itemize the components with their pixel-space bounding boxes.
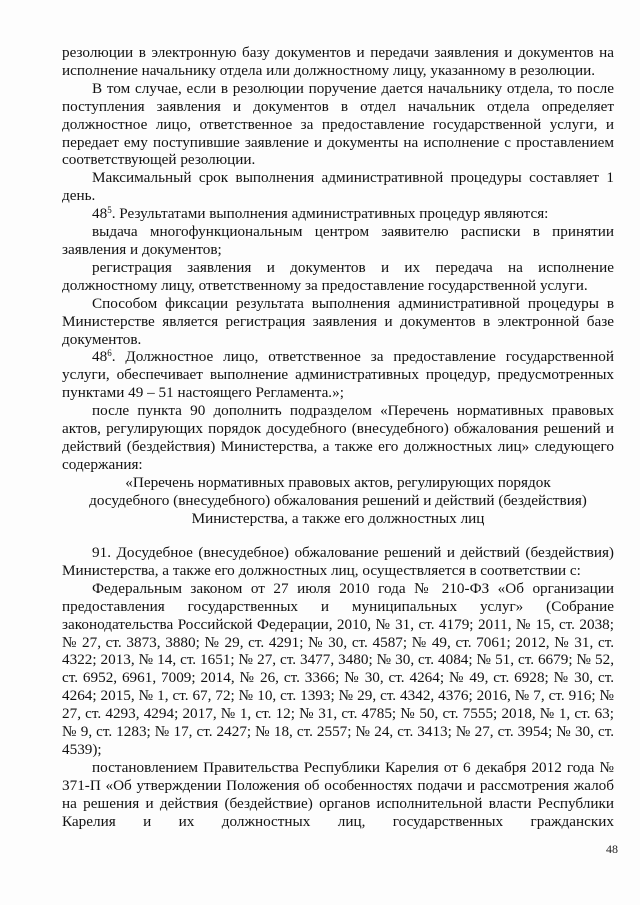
paragraph-resolution: резолюции в электронную базу документов и передачи заявления и документов на исполнение начальнику отдела или должностному лицу, указанному в резолюции. [62, 44, 614, 79]
paragraph-fixation: Способом фиксации результата выполнения административной процедуры в Министерстве является регистрация заявления и документов в электронной базе документов. [62, 294, 614, 348]
paragraph-federal-law: Федеральным законом от 27 июля 2010 года № 210-ФЗ «Об организации предоставления государственных и муниципальных услуг» (Собрание законодательства Российской Федерации, 2010, № 31, ст. 4179; 2011, № 15, ст. 2038; № 27, ст. 3873, 3880; № 29, ст. 4291; № 30, ст. 4587; № 49, ст. 7061; 2012, № 31, ст. 4322; 2013, № 14, ст. 1651; № 27, ст. 3477, 3480; № 30, ст. 4084; № 51, ст. 6679; № 52, ст. 6952, 6961, 7009; 2014, № 26, ст. 3366; № 30, ст. 4264; № 49, ст. 6928; № 30, ст. 4264; 2015, № 1, ст. 67, 72; № 10, ст. 1393; № 29, ст. 4342, 4376; 2016, № 7, ст. 916; № 27, ст. 4293, 4294; 2017, № 1, ст. 12; № 31, ст. 4785; № 50, ст. 7555; 2018, № 1, ст. 63; № 9, ст. 1283; № 17, ст. 2427; № 18, ст. 2557; № 24, ст. 3413; № 27, ст. 3954; № 30, ст. 4539); [62, 579, 614, 758]
paragraph-registration: регистрация заявления и документов и их передача на исполнение должностному лицу, ответственному за предоставление государственной услуги. [62, 258, 614, 294]
text-block-bottom [62, 544, 614, 831]
paragraph-48-6 [62, 348, 614, 402]
paragraph-receipt: выдача многофункциональным центром заявителю расписки в принятии заявления и документов; [62, 223, 614, 258]
text-block-top [62, 44, 614, 474]
item-text: . Должностное лицо, ответственное за предоставление государственной услуги, обеспечивает выполнение административных процедур, предусмотренных пунктами 49 – 51 настоящего Регламента.»; [62, 348, 614, 402]
item-number: 48 [92, 205, 108, 223]
heading-line-1: «Перечень нормативных правовых актов, регулирующих порядок [125, 474, 551, 491]
page-number: 48 [606, 842, 618, 856]
paragraph-department-head: В том случае, если в резолюции поручение дается начальнику отдела, то после поступления заявления и документов в отдел начальник отдела определяет должностное лицо, ответственное за предоставление государственной услуги, и передает ему поступившие заявление и документы на исполнение с проставлением соответствующей резолюции. [62, 79, 614, 169]
heading-line-2: досудебного (внесудебного) обжалования решений и действий (бездействия) [89, 491, 587, 509]
paragraph-resolution-karelia: постановлением Правительства Республики Карелия от 6 декабря 2012 года № 371-П «Об утверждении Положения об особенностях подачи и рассмотрения жалоб на решения и действия (бездействие) органов исполнительной власти Республики Карелия и их должностных лиц, государственных гражданских [62, 758, 614, 830]
section-heading [62, 474, 614, 528]
item-superscript: 6 [107, 348, 112, 359]
item-text: . Результатами выполнения административных процедур являются: [111, 205, 549, 223]
item-superscript: 5 [107, 205, 112, 216]
paragraph-max-duration: Максимальный срок выполнения административной процедуры составляет 1 день. [62, 169, 614, 205]
paragraph-after-90: после пункта 90 дополнить подразделом «Перечень нормативных правовых актов, регулирующих порядок досудебного (внесудебного) обжалования решений и действий (бездействия) Министерства, а также его должностных лиц» следующего содержания: [62, 402, 614, 473]
paragraph-48-5 [62, 205, 614, 223]
heading-line-3: Министерства, а также его должностных лиц [191, 509, 485, 527]
item-number: 48 [92, 348, 108, 366]
paragraph-91: 91. Досудебное (внесудебное) обжалование решений и действий (бездействия) Министерства, а также его должностных лиц, осуществляется в соответствии с: [62, 544, 614, 579]
